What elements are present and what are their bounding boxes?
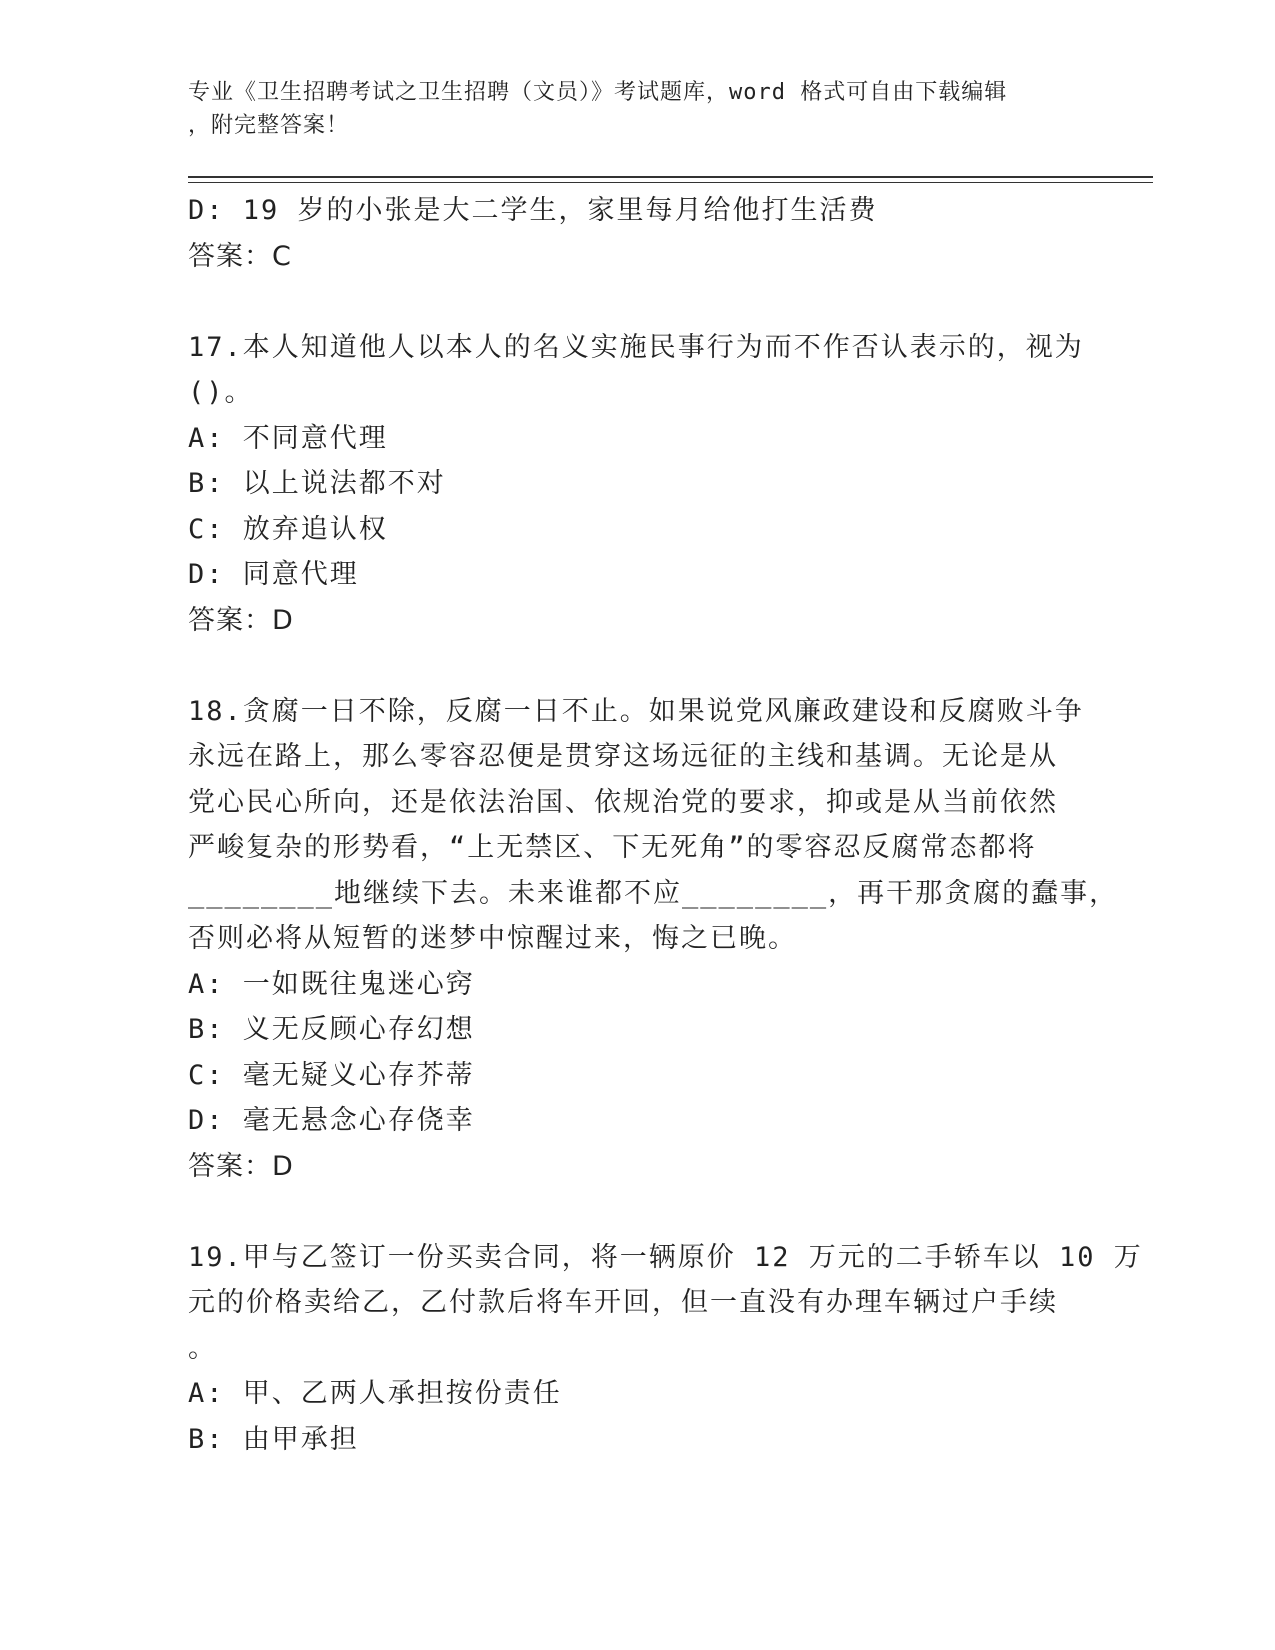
q18-option-d: D: 毫无悬念心存侥幸 xyxy=(188,1105,475,1136)
q19-stem-line3: 。 xyxy=(188,1332,217,1364)
q18-stem-line4: 严峻复杂的形势看，“上无禁区、下无死角”的零容忍反腐常态都将 xyxy=(188,832,1037,863)
q19-stem-line1: 19.甲与乙签订一份买卖合同，将一辆原价 12 万元的二手轿车以 10 万 xyxy=(188,1241,1143,1273)
question-19 xyxy=(188,1235,1143,1463)
header-title-line2: ，附完整答案！ xyxy=(188,113,350,138)
question-18 xyxy=(188,689,1119,1190)
header-divider-thin xyxy=(188,182,1153,183)
header-divider-thick xyxy=(188,176,1153,178)
q19-option-a: A: 甲、乙两人承担按份责任 xyxy=(188,1378,562,1409)
q19-stem-line2: 元的价格卖给乙，乙付款后将车开回，但一直没有办理车辆过户手续 xyxy=(188,1287,1058,1318)
page-header xyxy=(188,76,1068,142)
prev-answer: 答案：C xyxy=(188,240,292,272)
q17-option-c: C: 放弃追认权 xyxy=(188,513,388,545)
q17-option-d: D: 同意代理 xyxy=(188,559,359,590)
header-title-line1: 专业《卫生招聘考试之卫生招聘（文员）》考试题库，word 格式可自由下载编辑 xyxy=(188,80,1008,105)
q18-stem-line3: 党心民心所向，还是依法治国、依规治党的要求，抑或是从当前依然 xyxy=(188,786,1058,818)
q18-option-a: A: 一如既往鬼迷心窍 xyxy=(188,968,475,1000)
q17-answer: 答案：D xyxy=(188,604,294,636)
spacer xyxy=(188,1189,1088,1235)
q18-option-b: B: 义无反顾心存幻想 xyxy=(188,1014,475,1045)
q18-stem-line1: 18.贪腐一日不除，反腐一日不止。如果说党风廉政建设和反腐败斗争 xyxy=(188,695,1084,727)
spacer xyxy=(188,643,1088,689)
q17-option-b: B: 以上说法都不对 xyxy=(188,468,446,499)
q18-answer: 答案：D xyxy=(188,1150,294,1182)
q18-option-c: C: 毫无疑义心存芥蒂 xyxy=(188,1059,475,1091)
question-content xyxy=(188,188,1143,1462)
q18-stem-line2: 永远在路上，那么零容忍便是贯穿这场远征的主线和基调。无论是从 xyxy=(188,741,1058,772)
q17-stem-line1: 17.本人知道他人以本人的名义实施民事行为而不作否认表示的，视为 xyxy=(188,331,1084,363)
spacer xyxy=(188,279,1088,325)
q19-option-b: B: 由甲承担 xyxy=(188,1423,359,1455)
q18-stem-line6: 否则必将从短暂的迷梦中惊醒过来，悔之已晚。 xyxy=(188,923,797,954)
question-17 xyxy=(188,325,1088,644)
q17-option-a: A: 不同意代理 xyxy=(188,422,388,454)
q18-stem-line5: ________地继续下去。未来谁都不应________，再干那贪腐的蠢事， xyxy=(188,877,1119,909)
prev-option-d: D: 19 岁的小张是大二学生，家里每月给他打生活费 xyxy=(188,195,878,226)
q17-stem-line2: ()。 xyxy=(188,377,254,408)
